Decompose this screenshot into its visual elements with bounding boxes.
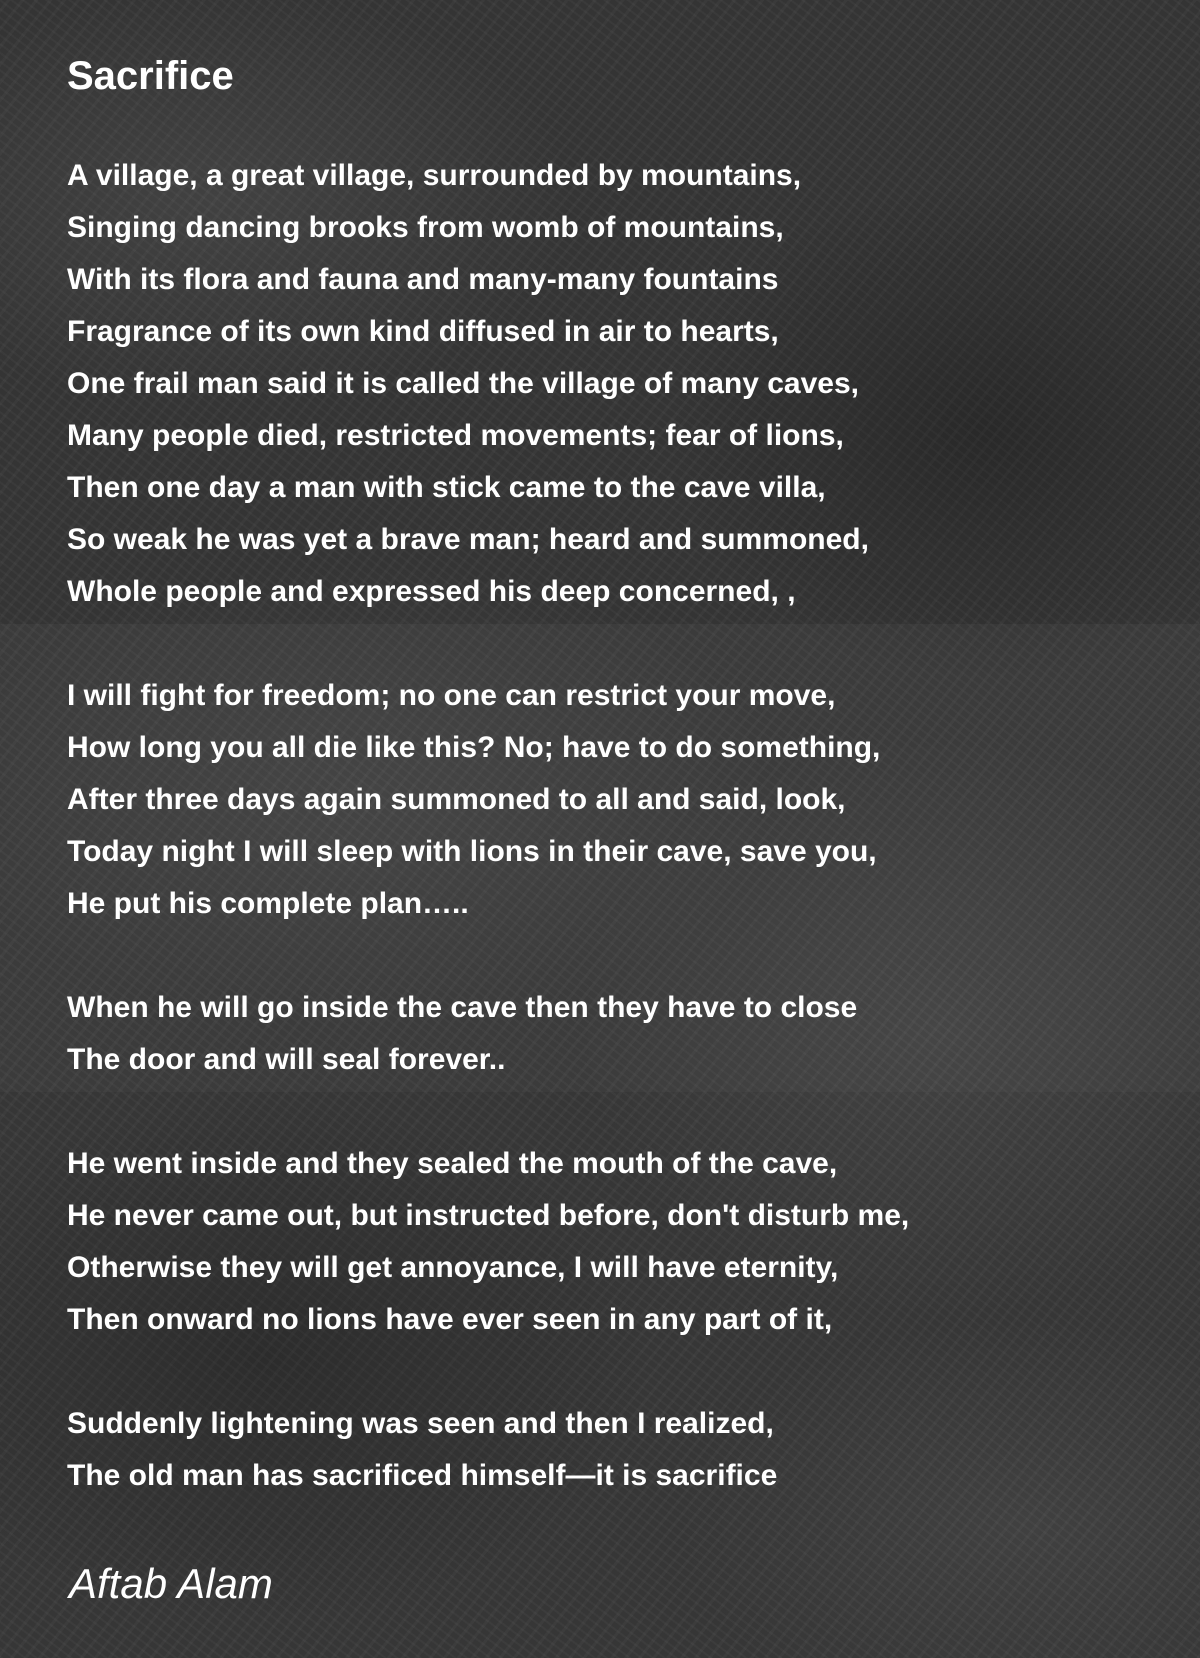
poem-line: He put his complete plan….. [67,887,469,920]
poem-line: Suddenly lightening was seen and then I realized, [67,1407,774,1440]
poem-line: The door and will seal forever.. [67,1043,506,1076]
poem-line: After three days again summoned to all and said, look, [67,783,846,816]
stanza-2 [67,670,1167,930]
poem-line: Fragrance of its own kind diffused in air to hearts, [67,315,779,348]
poem-line: A village, a great village, surrounded by mountains, [67,159,802,192]
poem-line: Otherwise they will get annoyance, I will have eternity, [67,1251,839,1284]
poem-line: One frail man said it is called the village of many caves, [67,367,859,400]
stanza-1 [67,150,1167,618]
poem-line: Many people died, restricted movements; fear of lions, [67,419,844,452]
poem-body [67,150,1167,1502]
poem-line: Today night I will sleep with lions in their cave, save you, [67,835,877,868]
poem-line: The old man has sacrificed himself—it is sacrifice [67,1459,778,1492]
poem-title: Sacrifice [67,54,234,98]
poem-line: Then onward no lions have ever seen in any part of it, [67,1303,833,1336]
poem-line: Whole people and expressed his deep concerned, , [67,575,796,608]
poem-line: Singing dancing brooks from womb of mountains, [67,211,784,244]
poem-line: With its flora and fauna and many-many fountains [67,263,779,296]
stanza-4 [67,1138,1167,1346]
poem-line: I will fight for freedom; no one can restrict your move, [67,679,836,712]
poem-author: Aftab Alam [69,1560,273,1607]
stanza-5 [67,1398,1167,1502]
poem-line: When he will go inside the cave then they have to close [67,991,858,1024]
poem-line: He went inside and they sealed the mouth of the cave, [67,1147,838,1180]
poem-line: How long you all die like this? No; have to do something, [67,731,881,764]
poem-line: He never came out, but instructed before, don't disturb me, [67,1199,910,1232]
poem-line: So weak he was yet a brave man; heard and summoned, [67,523,869,556]
poem-line: Then one day a man with stick came to the cave villa, [67,471,826,504]
stanza-3 [67,982,1167,1086]
